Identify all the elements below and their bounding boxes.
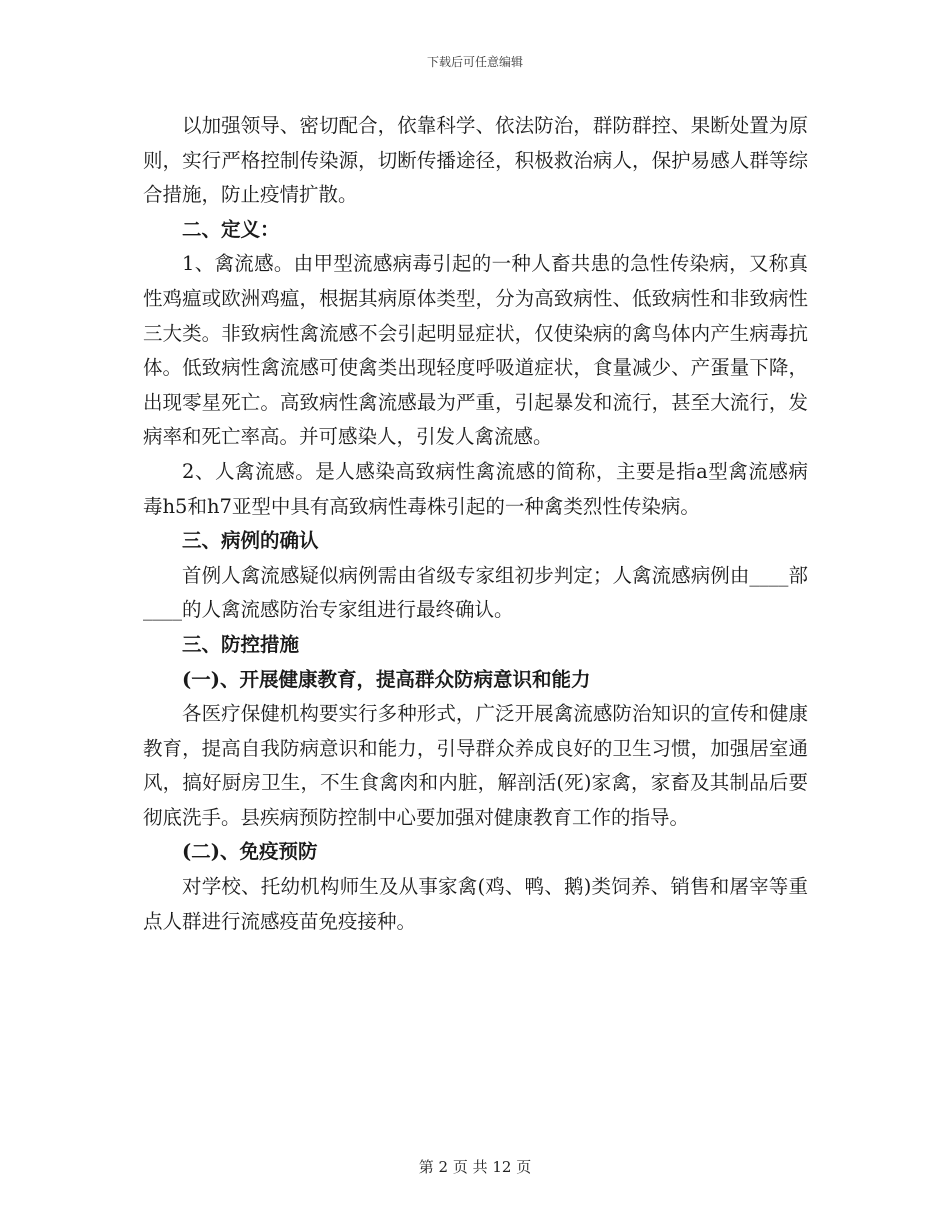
paragraph-definition-1: 1、禽流感。由甲型流感病毒引起的一种人畜共患的急性传染病，又称真性鸡瘟或欧洲鸡瘟，根据其病原体类型，分为高致病性、低致病性和非致病性三大类。非致病性禽流感不会引起明显症状，仅使染病的禽鸟体内产生病毒抗体。低致病性禽流感可使禽类出现轻度呼吸道症状，食量减少、产蛋量下降，出现零星死亡。高致病性禽流感最为严重，引起暴发和流行，甚至大流行，发病率和死亡率高。并可感染人，引发人禽流感。 [143, 252, 808, 449]
header-note: 下载后可任意编辑 [426, 55, 523, 69]
heading-health-education: (一)、开展健康教育，提高群众防病意识和能力 [182, 667, 591, 691]
paragraph-intro: 以加强领导、密切配合，依靠科学、依法防治，群防群控、果断处置为原则，实行严格控制传染源，切断传播途径，积极救治病人，保护易感人群等综合措施，防止疫情扩散。 [143, 114, 808, 207]
heading-definition: 二、定义： [182, 217, 280, 241]
heading-prevention-measures: 三、防控措施 [182, 632, 300, 656]
heading-immunization: (二)、免疫预防 [182, 840, 318, 864]
paragraph-definition-2: 2、人禽流感。是人感染高致病性禽流感的简称，主要是指a型禽流感病毒h5和h7亚型中具有高致病性毒株引起的一种禽类烈性传染病。 [143, 459, 808, 518]
paragraph-health-education: 各医疗保健机构要实行多种形式，广泛开展禽流感防治知识的宣传和健康教育，提高自我防病意识和能力，引导群众养成良好的卫生习惯，加强居室通风，搞好厨房卫生，不生食禽肉和内脏，解剖活(死)家禽，家畜及其制品后要彻底洗手。县疾病预防控制中心要加强对健康教育工作的指导。 [143, 702, 808, 829]
page-number: 第 2 页 共 12 页 [418, 1158, 532, 1176]
heading-case-confirmation: 三、病例的确认 [182, 529, 319, 553]
document-body [143, 109, 808, 939]
paragraph-immunization: 对学校、托幼机构师生及从事家禽(鸡、鸭、鹅)类饲养、销售和屠宰等重点人群进行流感疫苗免疫接种。 [143, 875, 808, 933]
paragraph-case-confirmation: 首例人禽流感疑似病例需由省级专家组初步判定；人禽流感病例由____部____的人禽流感防治专家组进行最终确认。 [143, 563, 808, 622]
